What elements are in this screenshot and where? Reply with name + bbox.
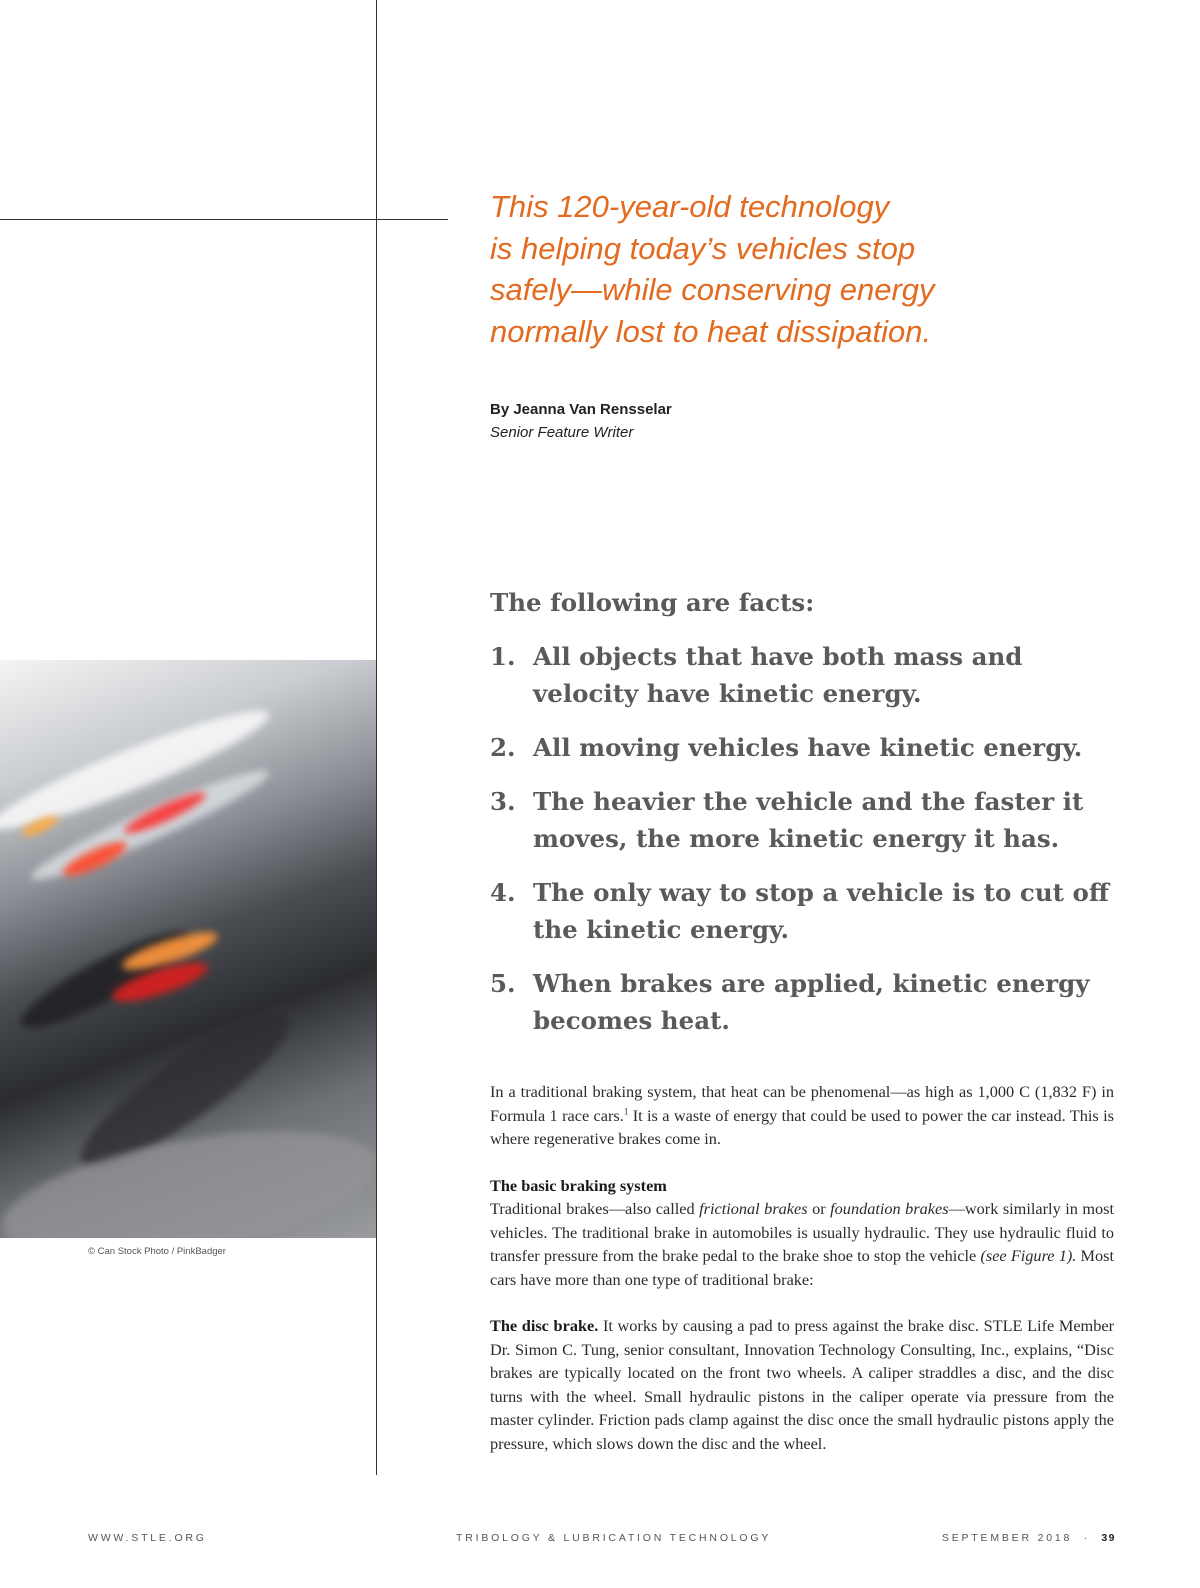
term-foundation: foundation brakes xyxy=(830,1199,949,1218)
fact-item xyxy=(490,874,1130,948)
disc-brake-paragraph xyxy=(490,1314,1114,1455)
deck-line: is helping today’s vehicles stop xyxy=(490,230,916,266)
braking-paragraph xyxy=(490,1197,1114,1291)
footer-publication: TRIBOLOGY & LUBRICATION TECHNOLOGY xyxy=(456,1532,772,1544)
fact-number: 4. xyxy=(490,878,516,907)
intro-text: In a traditional braking system, that heat can be phenomenal—as high as 1,000 C (1,832 F) in Formula 1 race cars. xyxy=(490,1082,1114,1125)
footer-issue xyxy=(942,1532,1116,1544)
para-text: Most cars have more than one type of traditional brake: xyxy=(490,1246,1114,1289)
figure-reference: (see Figure 1). xyxy=(980,1246,1077,1265)
deck-line: This 120-year-old technology xyxy=(490,189,890,224)
deck-line: safely—while conserving energy xyxy=(490,272,935,307)
byline xyxy=(490,398,672,444)
motion-blur-traffic-photo xyxy=(0,660,376,1238)
facts-lead: The following are facts: xyxy=(490,588,815,617)
fact-item xyxy=(490,783,1130,857)
section-heading: The basic braking system xyxy=(490,1175,667,1195)
para-text: or xyxy=(807,1199,831,1218)
photo-credit: © Can Stock Photo / PinkBadger xyxy=(88,1246,226,1257)
fact-text: The only way to stop a vehicle is to cut off the kinetic energy. xyxy=(533,878,1109,944)
term-frictional: frictional brakes xyxy=(699,1199,808,1218)
fact-text: When brakes are applied, kinetic energy becomes heat. xyxy=(533,969,1090,1035)
fact-number: 1. xyxy=(490,642,516,671)
vertical-rule xyxy=(376,0,377,1475)
para-text: Traditional brakes—also called xyxy=(490,1199,700,1218)
horizontal-rule xyxy=(0,219,448,220)
footer-website: WWW.STLE.ORG xyxy=(88,1532,207,1544)
facts-list xyxy=(490,638,1130,1039)
author-role: Senior Feature Writer xyxy=(490,424,634,441)
footer-separator: · xyxy=(1083,1532,1090,1544)
article-deck xyxy=(490,186,1050,352)
footnote-ref: 1 xyxy=(623,1106,629,1117)
para-text: —work similarly in most vehicles. The traditional brake in automobiles is usually hydraulic. They use hydraulic fluid to transfer pressure from the brake pedal to the brake shoe to stop the vehicle xyxy=(490,1199,1115,1265)
issue-date: SEPTEMBER 2018 xyxy=(941,1532,1073,1544)
fact-item xyxy=(490,965,1130,1039)
fact-item xyxy=(490,729,1130,766)
deck-line: normally lost to heat dissipation. xyxy=(490,313,932,349)
para-text: It works by causing a pad to press against the brake disc. STLE Life Member Dr. Simon C. Tung, senior consultant, Innovation Technology Consulting, Inc., explains, “Disc brakes are typically located on the front two wheels. A caliper straddles a disc, and the disc turns with the wheel. Small hydraulic pistons in the caliper operate via pressure from the master cylinder. Friction pads clamp against the disc once the small hydraulic pistons apply the pressure, which slows down the disc and the wheel. xyxy=(490,1316,1115,1453)
facts-callout xyxy=(490,588,1130,1056)
fact-number: 3. xyxy=(490,787,516,816)
intro-paragraph xyxy=(490,1080,1114,1151)
fact-text: All moving vehicles have kinetic energy. xyxy=(533,733,1083,762)
fact-text: All objects that have both mass and velocity have kinetic energy. xyxy=(533,642,1023,708)
fact-item xyxy=(490,638,1130,712)
fact-text: The heavier the vehicle and the faster it moves, the more kinetic energy it has. xyxy=(533,787,1084,853)
author-name: By Jeanna Van Rensselar xyxy=(490,401,672,418)
intro-text-cont: It is a waste of energy that could be used to power the car instead. This is where regenerative brakes come in. xyxy=(490,1105,1114,1148)
page-number: 39 xyxy=(1101,1532,1116,1544)
fact-number: 5. xyxy=(490,969,516,998)
fact-number: 2. xyxy=(490,733,516,762)
article-body xyxy=(490,1080,1114,1455)
run-in-heading: The disc brake. xyxy=(490,1316,599,1335)
